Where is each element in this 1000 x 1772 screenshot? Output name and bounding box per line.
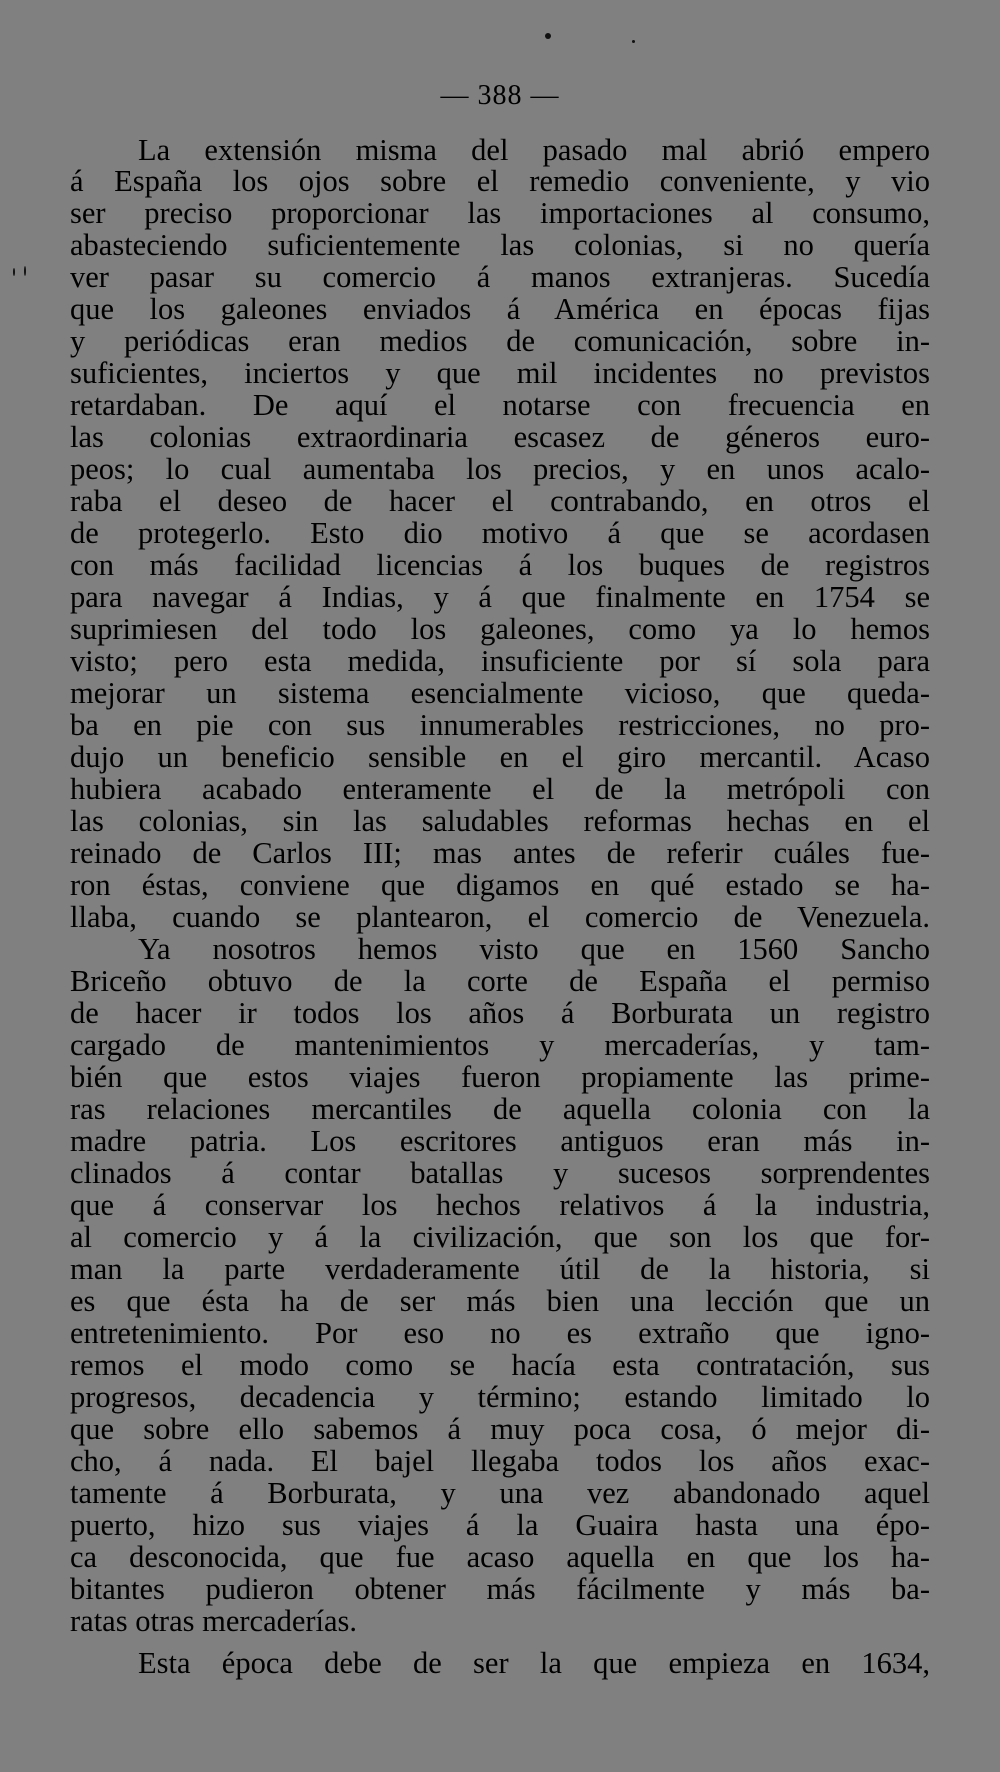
text-line: suficientes, inciertos y que mil incidentes no previstos <box>70 356 930 390</box>
text-line: entretenimiento. Por eso no es extraño que igno- <box>70 1316 930 1350</box>
text-line: Briceño obtuvo de la corte de España el permiso <box>70 964 930 998</box>
text-line: mejorar un sistema esencialmente vicioso, que queda- <box>70 676 930 710</box>
text-line: tamente á Borburata, y una vez abandonado aquel <box>70 1476 930 1510</box>
text-line: suprimiesen del todo los galeones, como ya lo hemos <box>70 612 930 646</box>
page-number: — 388 — <box>440 80 560 111</box>
text-line: ba en pie con sus innumerables restricciones, no pro- <box>70 708 930 742</box>
text-line: de protegerlo. Esto dio motivo á que se acordasen <box>70 516 930 550</box>
text-line: La extensión misma del pasado mal abrió empero <box>138 133 930 167</box>
text-line: bitantes pudieron obtener más fácilmente y más ba- <box>70 1572 930 1606</box>
text-line: las colonias, sin las saludables reformas hechas en el <box>70 804 930 838</box>
text-line: de hacer ir todos los años á Borburata un registro <box>70 996 930 1030</box>
text-line: reinado de Carlos III; mas antes de referir cuáles fue- <box>70 836 930 870</box>
text-line: cargado de mantenimientos y mercaderías, y tam- <box>70 1028 930 1062</box>
text-line: ras relaciones mercantiles de aquella colonia con la <box>70 1092 930 1126</box>
text-line: retardaban. De aquí el notarse con frecuencia en <box>70 388 930 422</box>
text-line: Ya nosotros hemos visto que en 1560 Sancho <box>138 932 930 966</box>
text-line: que los galeones enviados á América en épocas fijas <box>70 292 930 326</box>
text-line: para navegar á Indias, y á que finalmente en 1754 se <box>70 580 930 614</box>
text-line: Esta época debe de ser la que empieza en 1634, <box>138 1646 930 1680</box>
text-line: ron éstas, conviene que digamos en qué estado se ha- <box>70 868 930 902</box>
text-line: llaba, cuando se plantearon, el comercio de Venezuela. <box>70 900 930 934</box>
text-line: peos; lo cual aumentaba los precios, y en unos acalo- <box>70 452 930 486</box>
text-line: progresos, decadencia y término; estando limitado lo <box>70 1380 930 1414</box>
text-line: clinados á contar batallas y sucesos sorprendentes <box>70 1156 930 1190</box>
text-line: las colonias extraordinaria escasez de géneros euro- <box>70 420 930 454</box>
text-line: ca desconocida, que fue acaso aquella en que los ha- <box>70 1540 930 1574</box>
text-line: ratas otras mercaderías. <box>70 1604 358 1638</box>
text-line: con más facilidad licencias á los buques de registros <box>70 548 930 582</box>
text-line: á España los ojos sobre el remedio conveniente, y vio <box>70 164 930 198</box>
text-line: es que ésta ha de ser más bien una lección que un <box>70 1284 930 1318</box>
text-line: dujo un beneficio sensible en el giro mercantil. Acaso <box>70 740 930 774</box>
text-line: man la parte verdaderamente útil de la historia, si <box>70 1252 930 1286</box>
text-line: ser preciso proporcionar las importaciones al consumo, <box>70 196 930 230</box>
scan-speck <box>545 33 551 39</box>
text-line: y periódicas eran medios de comunicación, sobre in- <box>70 324 930 358</box>
scan-speck <box>13 268 15 276</box>
text-line: madre patria. Los escritores antiguos eran más in- <box>70 1124 930 1158</box>
text-line: raba el deseo de hacer el contrabando, en otros el <box>70 484 930 518</box>
text-line: visto; pero esta medida, insuficiente por sí sola para <box>70 644 930 678</box>
text-line: remos el modo como se hacía esta contratación, sus <box>70 1348 930 1382</box>
text-line: hubiera acabado enteramente el de la metrópoli con <box>70 772 930 806</box>
text-line: que sobre ello sabemos á muy poca cosa, ó mejor di- <box>70 1412 930 1446</box>
text-line: cho, á nada. El bajel llegaba todos los años exac- <box>70 1444 930 1478</box>
text-line: ver pasar su comercio á manos extranjeras. Sucedía <box>70 260 930 294</box>
text-line: bién que estos viajes fueron propiamente las prime- <box>70 1060 930 1094</box>
text-line: al comercio y á la civilización, que son los que for- <box>70 1220 930 1254</box>
text-line: abasteciendo suficientemente las colonias, si no quería <box>70 228 930 262</box>
scan-speck <box>632 40 635 43</box>
text-line: que á conservar los hechos relativos á la industria, <box>70 1188 930 1222</box>
scan-speck <box>24 266 26 276</box>
text-line: puerto, hizo sus viajes á la Guaira hasta una épo- <box>70 1508 930 1542</box>
